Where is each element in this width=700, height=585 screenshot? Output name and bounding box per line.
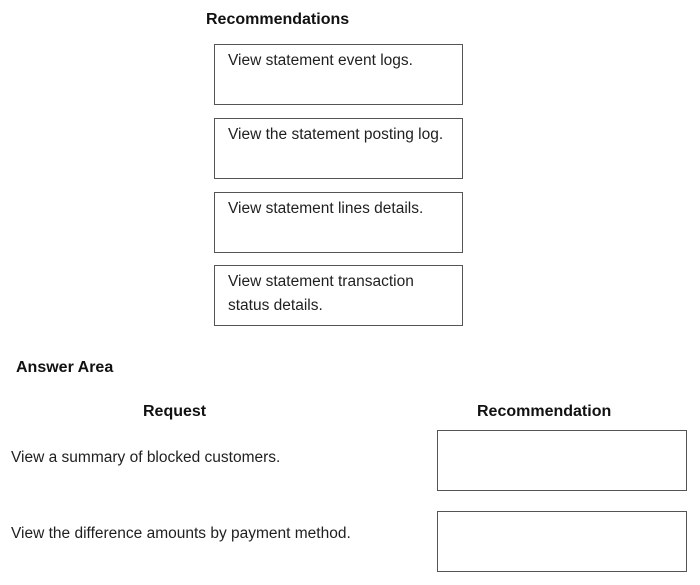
recommendations-heading: Recommendations <box>206 11 350 28</box>
answer-area-heading: Answer Area <box>16 359 114 376</box>
option-view-statement-lines-details[interactable]: View statement lines details. <box>214 192 463 253</box>
recommendation-drop-target-2[interactable] <box>437 511 687 572</box>
recommendation-drop-target-1[interactable] <box>437 430 687 491</box>
option-view-statement-posting-log[interactable]: View the statement posting log. <box>214 118 463 179</box>
recommendation-column-header: Recommendation <box>477 403 612 420</box>
request-difference-amounts: View the difference amounts by payment method. <box>11 525 351 542</box>
request-blocked-customers: View a summary of blocked customers. <box>11 449 281 466</box>
request-column-header: Request <box>143 403 207 420</box>
option-view-statement-event-logs[interactable]: View statement event logs. <box>214 44 463 105</box>
option-view-statement-transaction-status-details[interactable]: View statement transaction status details. <box>214 265 463 326</box>
